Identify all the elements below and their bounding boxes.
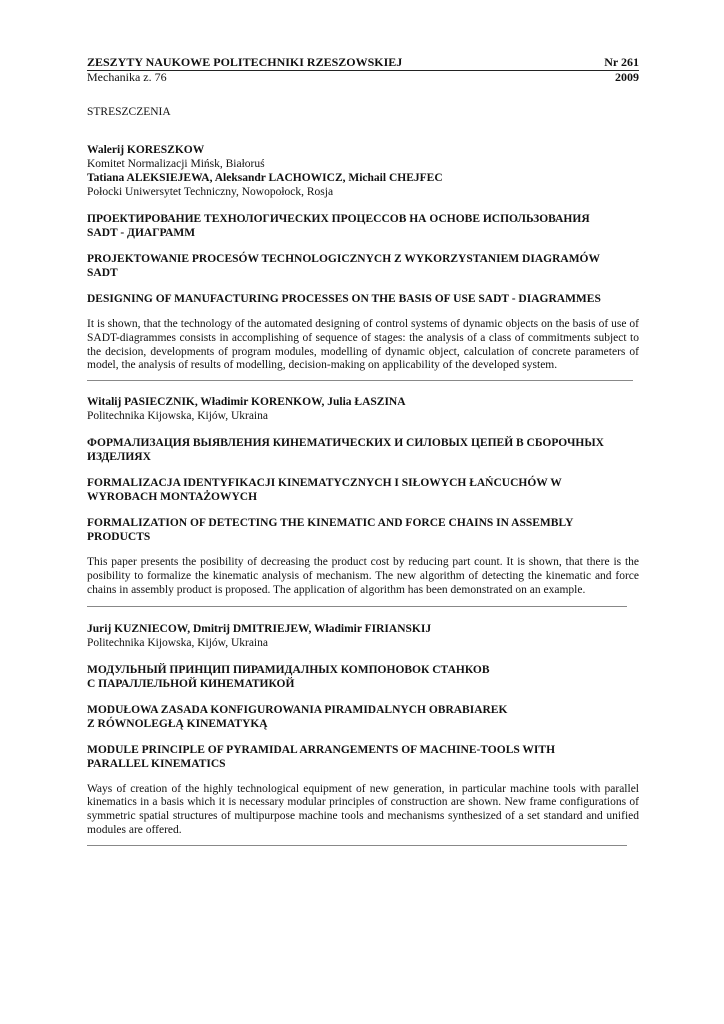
- title-line: SADT: [87, 267, 118, 279]
- title-line: ПРОЕКТИРОВАНИЕ ТЕХНОЛОГИЧЕСКИХ ПРОЦЕССОВ НА ОСНОВЕ ИСПОЛЬЗОВАНИЯ: [87, 213, 590, 225]
- title-english: [87, 516, 639, 544]
- author-names: Witalij PASIECZNIK, Władimir KORENKOW, Julia ŁASZINA: [87, 396, 406, 409]
- title-line: MODUŁOWA ZASADA KONFIGUROWANIA PIRAMIDALNYCH OBRABIAREK: [87, 703, 508, 716]
- title-line: PARALLEL KINEMATICS: [87, 757, 226, 770]
- title-line: PROJEKTOWANIE PROCESÓW TECHNOLOGICZNYCH Z WYKORZYSTANIEM DIAGRAMÓW: [87, 253, 600, 265]
- series-label: Mechanika z. 76: [87, 70, 167, 84]
- document-page: [87, 56, 639, 846]
- article-1: [87, 143, 639, 381]
- title-line: PRODUCTS: [87, 531, 151, 544]
- issue-year: 2009: [615, 70, 639, 84]
- title-english: [87, 743, 639, 771]
- title-line: MODULE PRINCIPLE OF PYRAMIDAL ARRANGEMENTS OF MACHINE-TOOLS WITH: [87, 743, 556, 756]
- title-polish: [87, 476, 639, 504]
- article-2: [87, 395, 639, 606]
- abstract: This paper presents the posibility of decreasing the product cost by reducing part count. It is shown, that there is the posibility to formalize the kinematic analysis of mechanism. The new algorithm of detecting the kinematic and force chains in assembly product is proposed. The application of algorithm has been demonstrated on an example.: [87, 556, 639, 596]
- article-separator: [87, 380, 633, 381]
- author-names: Tatiana ALEKSIEJEWA, Aleksandr LACHOWICZ, Michail CHEJFEC: [87, 172, 443, 184]
- issue-number: Nr 261: [604, 55, 639, 69]
- title-line: DESIGNING OF MANUFACTURING PROCESSES ON THE BASIS OF USE SADT - DIAGRAMMES: [87, 293, 601, 305]
- author-affiliation: Komitet Normalizacji Mińsk, Białoruś: [87, 158, 265, 170]
- article-3: [87, 622, 639, 846]
- title-line: ФОРМАЛИЗАЦИЯ ВЫЯВЛЕНИЯ КИНЕМАТИЧЕСКИХ И СИЛОВЫХ ЦЕПЕЙ В СБОРОЧНЫХ: [87, 437, 604, 450]
- article-separator: [87, 606, 627, 607]
- title-line: SADT - ДИАГРАММ: [87, 227, 196, 239]
- title-line: FORMALIZACJA IDENTYFIKACJI KINEMATYCZNYCH I SIŁOWYCH ŁAŃCUCHÓW W: [87, 477, 562, 490]
- abstract: It is shown, that the technology of the automated designing of control systems of dynamic objects on the basis of use of SADT-diagrammes consists in accomplishing of sequence of stages: the analysis of a class of commitments subject to the decision, developments of program modules, modelling of dynamic object, calculation of concrete parameters of model, the analysis of results of modelling, decision-making on applicability of the developed system.: [87, 318, 639, 372]
- title-line: FORMALIZATION OF DETECTING THE KINEMATIC AND FORCE CHAINS IN ASSEMBLY: [87, 517, 574, 530]
- title-russian: [87, 663, 639, 691]
- title-russian: [87, 212, 639, 240]
- running-subheader: [87, 71, 639, 84]
- title-line: ИЗДЕЛИЯХ: [87, 451, 151, 464]
- author-names: Walerij KORESZKOW: [87, 144, 205, 156]
- running-header: [87, 56, 639, 69]
- title-polish: [87, 703, 639, 731]
- title-line: С ПАРАЛЛЕЛЬНОЙ КИНЕМАТИКОЙ: [87, 677, 295, 690]
- author-affiliation: Połocki Uniwersytet Techniczny, Nowopołock, Rosja: [87, 186, 334, 198]
- title-english: [87, 292, 639, 306]
- title-line: Z RÓWNOLEGŁĄ KINEMATYKĄ: [87, 717, 268, 730]
- title-line: МОДУЛЬНЫЙ ПРИНЦИП ПИРАМИДАЛНЫХ КОМПОНОВОК СТАНКОВ: [87, 663, 490, 676]
- title-line: WYROBACH MONTAŻOWYCH: [87, 491, 258, 504]
- section-title: STRESZCZENIA: [87, 106, 171, 118]
- author-affiliation: Politechnika Kijowska, Kijów, Ukraina: [87, 636, 268, 649]
- journal-title: ZESZYTY NAUKOWE POLITECHNIKI RZESZOWSKIEJ: [87, 55, 403, 69]
- abstract: Ways of creation of the highly technological equipment of new generation, in particular machine tools with parallel kinematics in a basis which it is necessary modular principles of construction are shown. New frame configurations of symmetric spatial structures of multipurpose machine tools and mechanisms synthesized of a set standard and unified modules are offered.: [87, 782, 639, 836]
- title-russian: [87, 436, 639, 464]
- article-separator: [87, 845, 627, 846]
- title-polish: [87, 252, 639, 280]
- author-affiliation: Politechnika Kijowska, Kijów, Ukraina: [87, 410, 268, 423]
- author-names: Jurij KUZNIECOW, Dmitrij DMITRIEJEW, Władimir FIRIANSKIJ: [87, 622, 432, 635]
